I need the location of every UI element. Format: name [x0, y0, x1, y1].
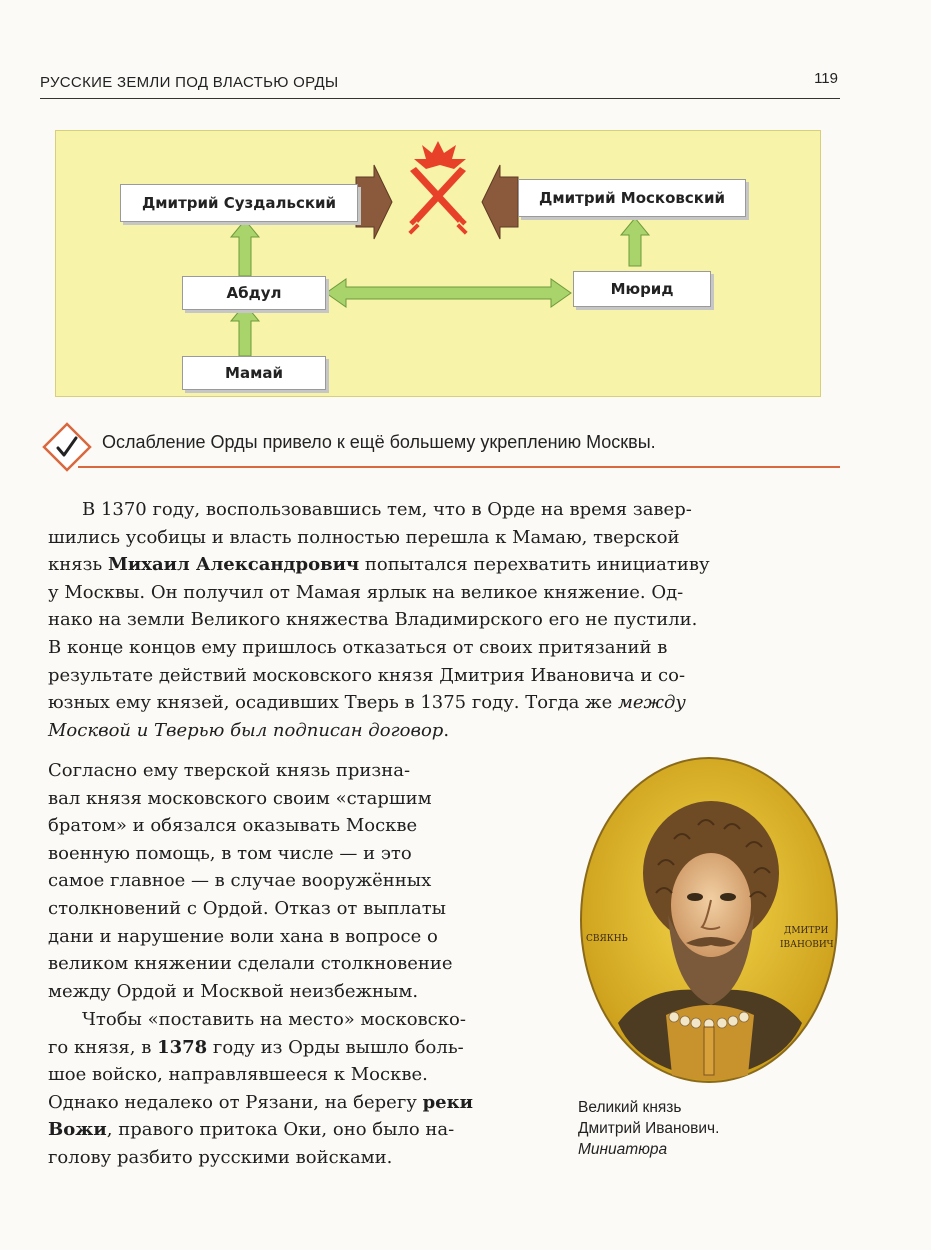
node-mamai: Мамай	[182, 356, 326, 390]
text-segment: голову разбито русскими войсками.	[48, 1146, 393, 1168]
node-dmitry-moscow: Дмитрий Московский	[518, 179, 746, 217]
crossed-swords-icon	[396, 139, 480, 239]
eye-right	[720, 893, 736, 901]
checkmark-icon	[42, 422, 92, 472]
text-line	[48, 1089, 548, 1117]
running-title: РУССКИЕ ЗЕМЛИ ПОД ВЛАСТЬЮ ОРДЫ	[40, 74, 339, 91]
text-segment: .	[443, 719, 450, 741]
text-line: между Ордой и Москвой неизбежным.	[48, 980, 419, 1002]
text-segment: реки	[422, 1091, 473, 1113]
text-line: военную помощь, в том числе — и это	[48, 842, 412, 864]
text-line: столкновений с Ордой. Отказ от выплаты	[48, 897, 446, 919]
header-rule	[40, 98, 840, 99]
portrait-caption	[578, 1097, 808, 1160]
arrow-abdul-murid	[326, 279, 571, 307]
text-segment: юзных ему князей, осадивших Тверь в 1375 году. Тогда же	[48, 692, 618, 714]
text-line: Согласно ему тверской князь призна-	[48, 760, 411, 781]
inscription-right-2: ІВАНОВИЧ	[780, 940, 834, 950]
text-segment: 1378	[157, 1036, 208, 1058]
conclusion-text: Ослабление Орды привело к ещё большему укреплению Москвы.	[102, 432, 656, 452]
text-line	[48, 634, 838, 662]
text-segment: В конце концов ему пришлось отказаться от своих притязаний в	[48, 636, 668, 658]
text-segment: Чтобы «поставить на место» московско-	[82, 1009, 466, 1030]
text-segment: году из Орды вышло боль-	[207, 1036, 464, 1058]
text-segment: В 1370 году, воспользовавшись тем, что в Орде на время завер-	[82, 499, 692, 520]
text-line	[48, 496, 838, 524]
arrow-murid-to-moscow	[621, 218, 649, 266]
arrow-suzdal-to-conflict	[356, 165, 392, 239]
page-header	[40, 68, 840, 98]
arrow-moscow-to-conflict	[482, 165, 518, 239]
text-line	[48, 662, 838, 690]
arrow-abdul-to-suzdal	[231, 220, 259, 276]
grip-left	[456, 223, 467, 234]
text-line	[48, 689, 838, 717]
flame-burst	[414, 141, 466, 169]
caption-line-1: Великий князь	[578, 1099, 682, 1116]
text-line	[48, 717, 838, 745]
text-segment: между	[617, 692, 686, 714]
caption-line-3: Миниатюра	[578, 1141, 668, 1158]
caption-line-2: Дмитрий Иванович.	[578, 1120, 720, 1137]
inscription-left: СВЯКНЬ	[586, 934, 628, 944]
text-line	[48, 1144, 548, 1172]
text-segment: князь	[48, 554, 108, 576]
text-line	[48, 1061, 548, 1089]
text-segment: го князя, в	[48, 1036, 158, 1058]
text-line	[48, 524, 838, 552]
text-line: великом княжении сделали столкновение	[48, 953, 453, 975]
relations-diagram	[55, 130, 821, 397]
text-segment: Однако недалеко от Рязани, на берегу	[48, 1091, 423, 1113]
text-line: вал князя московского своим «старшим	[48, 787, 432, 809]
node-dmitry-suzdal: Дмитрий Суздальский	[120, 184, 358, 222]
text-segment: шое войско, направлявшееся к Москве.	[48, 1064, 428, 1086]
node-abdul: Абдул	[182, 276, 326, 310]
inscription-right-1: ДМИТРИ	[784, 926, 829, 936]
text-line	[48, 579, 838, 607]
text-segment: Вожи	[48, 1119, 107, 1141]
garment-center-stripe	[704, 1027, 714, 1075]
text-segment: шились усобицы и власть полностью перешла к Мамаю, тверской	[48, 526, 680, 548]
text-segment: , правого притока Оки, оно было на-	[106, 1119, 455, 1141]
page-number: 119	[814, 70, 838, 87]
arrow-mamai-to-abdul	[231, 304, 259, 356]
paragraph-3	[48, 1006, 548, 1172]
text-segment: результате действий московского князя Дмитрия Ивановича и со-	[48, 664, 686, 686]
text-segment: у Москвы. Он получил от Мамая ярлык на великое княжение. Од-	[48, 581, 684, 603]
text-segment: попытался перехватить инициативу	[359, 554, 710, 576]
text-segment: Москвой и Тверью был подписан договор	[48, 719, 444, 741]
text-line	[48, 1034, 548, 1062]
text-segment: нако на земли Великого княжества Владимирского его не пустили.	[48, 609, 698, 631]
node-murid: Мюрид	[573, 271, 711, 307]
conclusion-rule	[78, 466, 840, 468]
text-segment: Михаил Александрович	[107, 554, 360, 576]
text-line: братом» и обязался оказывать Москве	[48, 815, 418, 837]
conclusion-callout	[40, 420, 840, 476]
text-line	[48, 551, 838, 579]
text-line	[48, 1116, 548, 1144]
eye-left	[687, 893, 703, 901]
text-line: самое главное — в случае вооружённых	[48, 870, 432, 892]
paragraph-2	[48, 757, 548, 1005]
grip-right	[408, 223, 419, 234]
portrait-miniature	[578, 755, 840, 1085]
text-line	[48, 606, 838, 634]
paragraph-1	[48, 496, 838, 744]
text-line	[48, 1006, 548, 1034]
text-line: дани и нарушение воли хана в вопросе о	[48, 925, 438, 947]
